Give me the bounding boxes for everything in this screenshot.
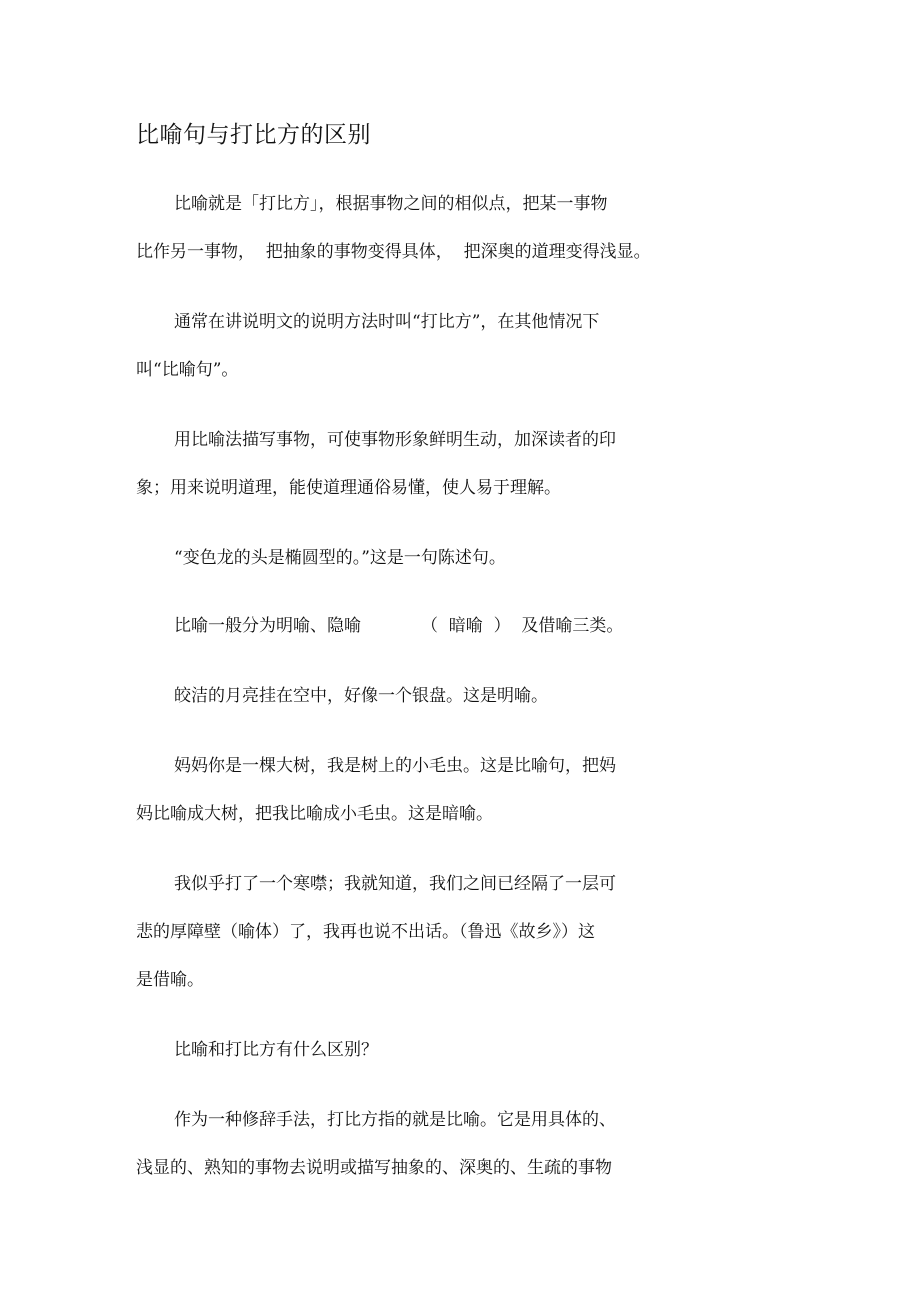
paragraph-2-line-2: 叫“比喻句”。 xyxy=(136,360,239,380)
paragraph-10-line-1: 作为一种修辞手法，打比方指的就是比喻。它是用具体的、 xyxy=(174,1110,616,1130)
document-title: 比喻句与打比方的区别 xyxy=(136,122,371,148)
paragraph-1-line-2: 比作另一事物， 把抽象的事物变得具体， 把深奥的道理变得浅显。 xyxy=(136,242,651,262)
paragraph-8-line-1: 我似乎打了一个寒噤；我就知道，我们之间已经隔了一层可 xyxy=(174,874,616,894)
paragraph-1-line-1: 比喻就是「打比方」，根据事物之间的相似点，把某一事物 xyxy=(174,194,608,214)
paragraph-3-line-2: 象；用来说明道理，能使道理通俗易懂，使人易于理解。 xyxy=(136,478,561,498)
paragraph-7-line-1: 妈妈你是一棵大树，我是树上的小毛虫。这是比喻句，把妈 xyxy=(174,756,616,776)
paragraph-6-line-1: 皎洁的月亮挂在空中，好像一个银盘。这是明喻。 xyxy=(174,686,548,706)
paragraph-3-line-1: 用比喻法描写事物，可使事物形象鲜明生动，加深读者的印 xyxy=(174,430,616,450)
paragraph-5-part-2: （ 暗喻 ） 及借喻三类。 xyxy=(421,616,624,636)
paragraph-4-line-1: “变色龙的头是椭圆型的。”这是一句陈述句。 xyxy=(174,548,506,568)
paragraph-5-line-1 xyxy=(174,614,623,638)
paragraph-5-part-1: 比喻一般分为明喻、隐喻 xyxy=(174,616,361,636)
paragraph-9-line-1: 比喻和打比方有什么区别？ xyxy=(174,1040,378,1060)
paragraph-10-line-2: 浅显的、熟知的事物去说明或描写抽象的、深奥的、生疏的事物 xyxy=(136,1158,612,1178)
paragraph-8-line-3: 是借喻。 xyxy=(136,970,204,990)
paragraph-8-line-2: 悲的厚障壁（喻体）了，我再也说不出话。（鲁迅《故乡》）这 xyxy=(136,922,595,942)
paragraph-7-line-2: 妈比喻成大树，把我比喻成小毛虫。这是暗喻。 xyxy=(136,804,493,824)
paragraph-2-line-1: 通常在讲说明文的说明方法时叫“打比方”，在其他情况下 xyxy=(174,312,600,332)
